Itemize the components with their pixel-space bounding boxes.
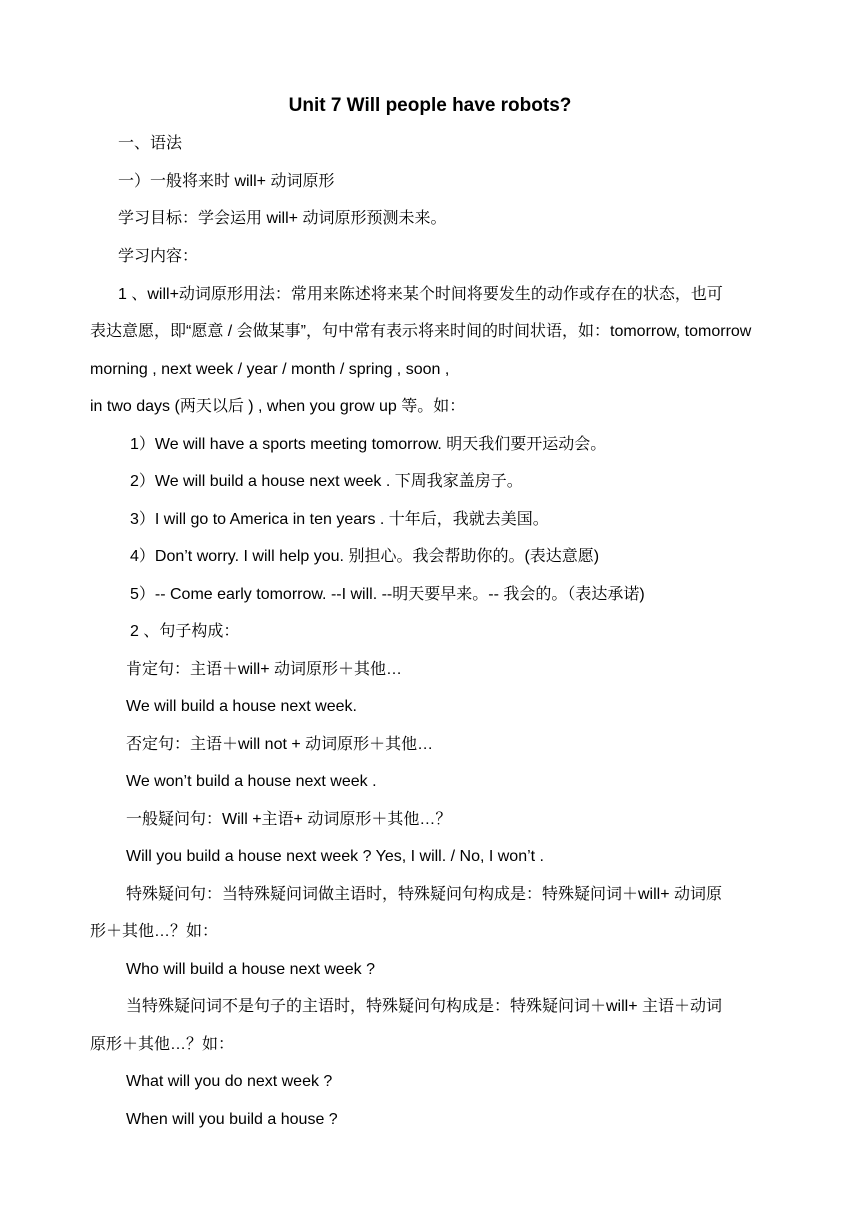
learning-content-heading: 学习内容： [118, 248, 199, 265]
negative-example: We won’t build a house next week . [126, 773, 377, 790]
usage-paragraph-line-2: 表达意愿，即“愿意 / 会做某事”，句中常有表示将来时间的时间状语，如：tomorrow, tomorrow [90, 323, 752, 340]
wh-question-object-rule-line-1: 当特殊疑问词不是句子的主语时，特殊疑问句构成是：特殊疑问词＋will+ 主语＋动词 [126, 998, 723, 1015]
wh-question-object-rule-line-2: 原形＋其他…？如： [90, 1036, 235, 1053]
sentence-structure-heading: 2 、句子构成： [130, 623, 240, 640]
usage-paragraph-line-3: morning , next week / year / month / spring , soon , [90, 361, 450, 378]
yes-no-question-rule: 一般疑问句：Will +主语+ 动词原形＋其他…？ [126, 811, 452, 828]
affirmative-rule: 肯定句：主语＋will+ 动词原形＋其他… [126, 661, 403, 678]
negative-rule: 否定句：主语＋will not + 动词原形＋其他… [126, 736, 434, 753]
section-heading-grammar: 一、语法 [118, 135, 183, 152]
example-sentence-1: 1）We will have a sports meeting tomorrow. 明天我们要开运动会。 [130, 436, 607, 453]
yes-no-question-example: Will you build a house next week ? Yes, I will. / No, I won’t . [126, 848, 544, 865]
usage-paragraph-line-4: in two days (两天以后 ) , when you grow up 等。如： [90, 398, 466, 415]
example-sentence-2: 2）We will build a house next week . 下周我家盖房子。 [130, 473, 523, 490]
example-sentence-4: 4）Don’t worry. I will help you. 别担心。我会帮助你的。(表达意愿) [130, 548, 600, 565]
wh-question-subject-rule-line-1: 特殊疑问句：当特殊疑问词做主语时，特殊疑问句构成是：特殊疑问词＋will+ 动词原 [126, 886, 723, 903]
affirmative-example: We will build a house next week. [126, 698, 357, 715]
wh-question-subject-example: Who will build a house next week ? [126, 961, 376, 978]
wh-question-subject-rule-line-2: 形＋其他…？如： [90, 923, 219, 940]
usage-paragraph-line-1: 1 、will+动词原形用法：常用来陈述将来某个时间将要发生的动作或存在的状态，也可 [118, 286, 723, 303]
wh-question-object-example-1: What will you do next week ? [126, 1073, 333, 1090]
example-sentence-5: 5）-- Come early tomorrow. --I will. --明天要早来。-- 我会的。（表达承诺) [130, 586, 645, 603]
example-sentence-3: 3）I will go to America in ten years . 十年后，我就去美国。 [130, 511, 549, 528]
subsection-heading-future-tense: 一）一般将来时 will+ 动词原形 [118, 173, 335, 190]
document-title: Unit 7 Will people have robots? [288, 95, 572, 116]
wh-question-object-example-2: When will you build a house ? [126, 1111, 338, 1128]
learning-objective: 学习目标：学会运用 will+ 动词原形预测未来。 [118, 210, 447, 227]
